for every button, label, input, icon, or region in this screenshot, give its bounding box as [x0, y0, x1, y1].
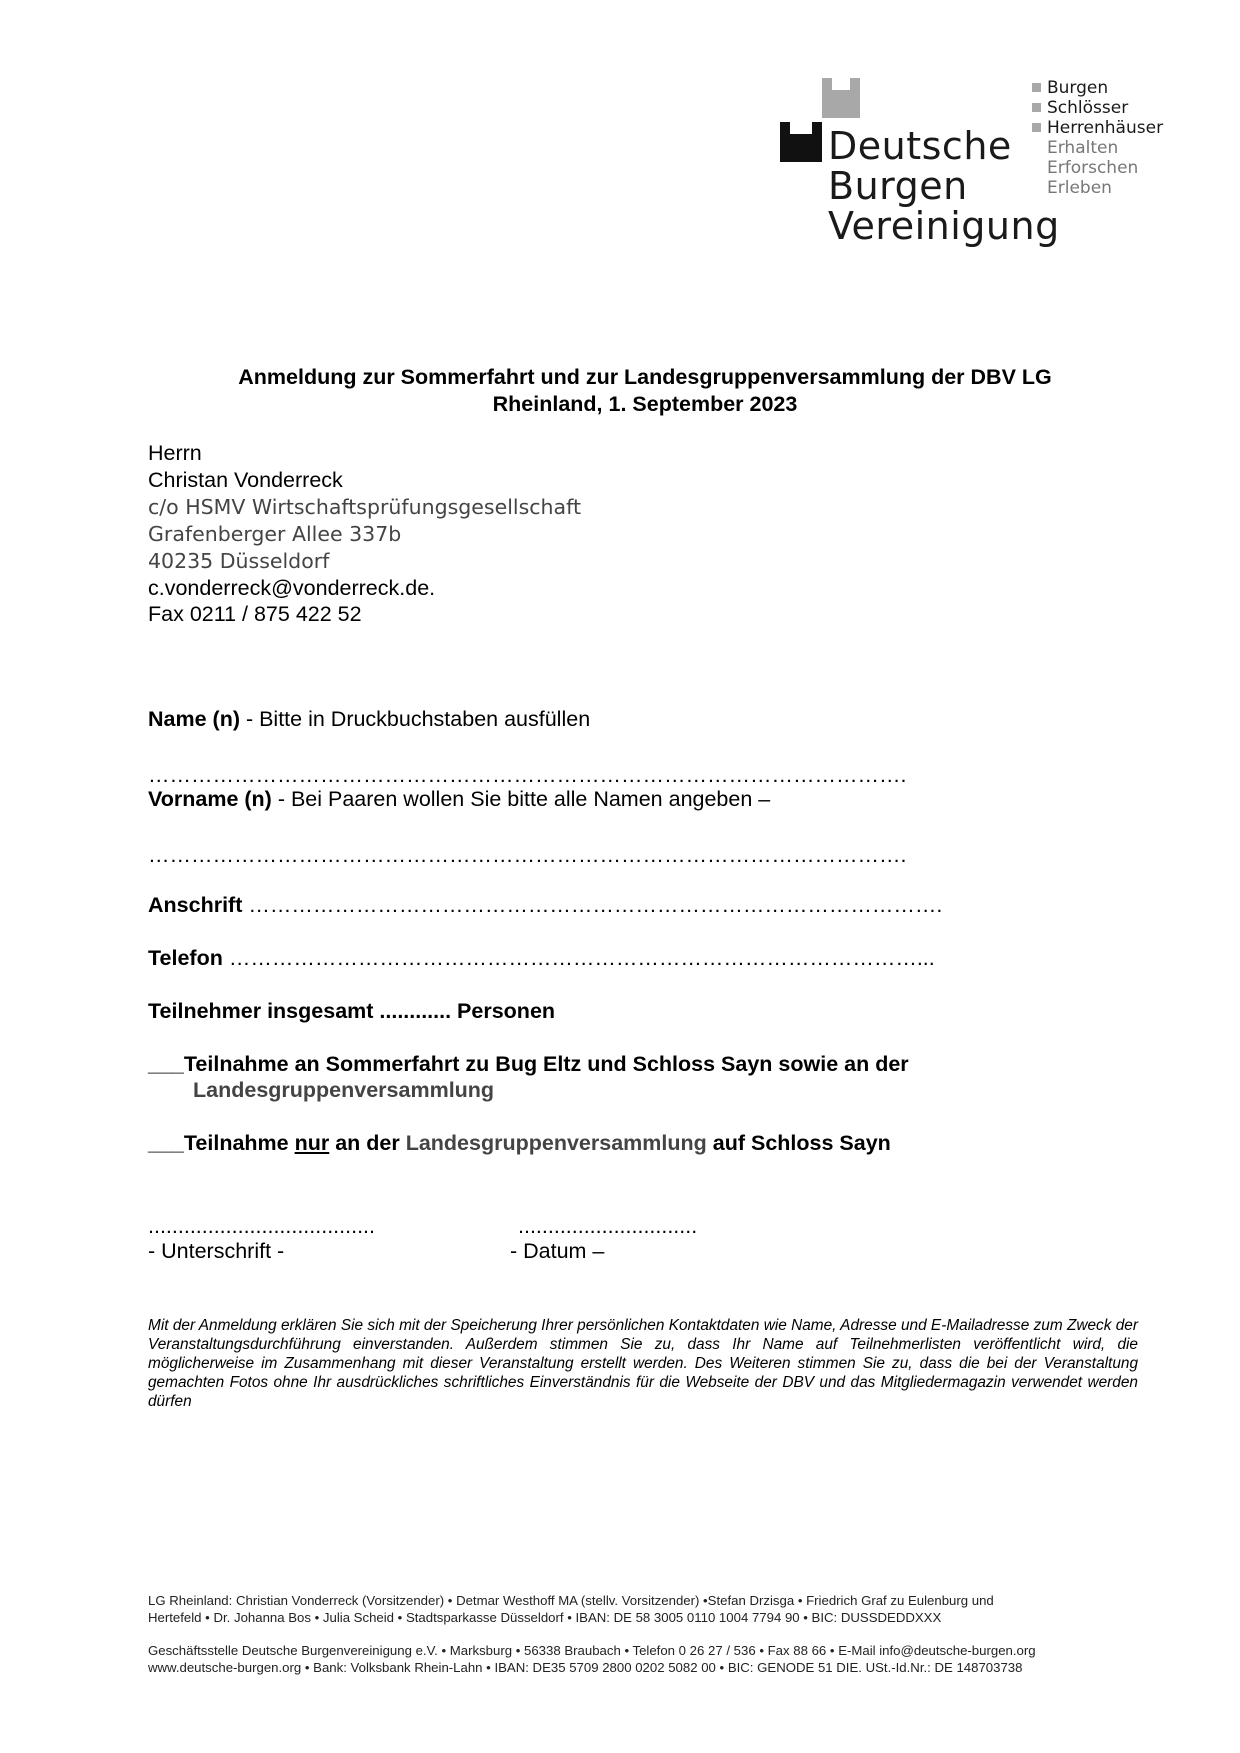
anschrift-row [148, 892, 942, 918]
address-fax: Fax 0211 / 875 422 52 [148, 602, 362, 626]
date-field[interactable]: .............................. [518, 1214, 698, 1238]
privacy-notice: Mit der Anmeldung erklären Sie sich mit der Speicherung Ihrer persönlichen Kontaktdaten wie Name, Adresse und E-Mailadresse zum Zweck der Veranstaltungsdurchführung einverstanden. Außerdem stimmen Sie zu, dass Ihr Name auf Teilnehmerlisten veröffentlicht wird, die möglicherweise im Zusammenhang mit dieser Veranstaltung erstellt werden. Des Weiteren stimmen Sie zu, dass die bei der Veranstaltung gemachten Fotos ohne Ihr ausdrückliches schriftliches Einverständnis für die Webseite der DBV und das Mitgliedermagazin verwendet werden dürfen [148, 1317, 1138, 1410]
logo-tag-schloesser: Schlösser [1032, 98, 1128, 118]
logo-word-vereinigung: Vereinigung [828, 204, 1060, 248]
option-sommerfahrt-checkbox[interactable]: ___ [148, 1052, 184, 1076]
logo-tag-burgen: Burgen [1032, 78, 1108, 98]
teilnehmer-count-field[interactable]: Teilnehmer insgesamt ............ Personen [148, 999, 556, 1023]
telefon-row [148, 945, 935, 971]
option-sommerfahrt-cont: Landesgruppenversammlung [193, 1078, 495, 1102]
title-line-1: Anmeldung zur Sommerfahrt und zur Landesgruppenversammlung der DBV LG [238, 365, 1052, 389]
date-label: - Datum – [510, 1239, 605, 1263]
telefon-field[interactable]: ……………………………………………………………………………………... [222, 946, 935, 970]
signature-label: - Unterschrift - [148, 1239, 285, 1263]
logo-subtag-erhalten: Erhalten [1047, 138, 1119, 158]
address-name: Christan Vonderreck [148, 468, 343, 492]
logo-subtag-erforschen: Erforschen [1047, 158, 1139, 178]
footer-lg-line-1: LG Rheinland: Christian Vonderreck (Vorsitzender) • Detmar Westhoff MA (stellv. Vorsitzender) •Stefan Drzisga • Friedrich Graf zu Eulenburg und [148, 1593, 994, 1608]
logo-subtag-erleben: Erleben [1047, 178, 1112, 198]
anschrift-field[interactable]: ……………………………………………………………………………………. [242, 893, 943, 917]
telefon-label: Telefon [148, 946, 223, 970]
address-street: Grafenberger Allee 337b [148, 522, 402, 546]
vorname-field[interactable]: ……………………………………………………………………………………………. [148, 843, 907, 867]
footer-office-line-1: Geschäftsstelle Deutsche Burgenvereinigung e.V. • Marksburg • 56338 Braubach • Telefon 0 26 27 / 536 • Fax 88 66 • E-Mail info@deutsche-burgen.org [148, 1643, 1036, 1658]
signature-field[interactable]: ...................................... [148, 1214, 375, 1238]
vorname-field-label: Vorname (n) - Bei Paaren wollen Sie bitte alle Namen angeben – [148, 787, 771, 811]
address-email: c.vonderreck@vonderreck.de. [148, 576, 436, 600]
anschrift-label: Anschrift [148, 893, 243, 917]
name-field[interactable]: ……………………………………………………………………………………………. [148, 763, 907, 787]
logo-word-deutsche: Deutsche [828, 124, 1012, 168]
option-nur-versammlung[interactable]: ___Teilnahme nur an der Landesgruppenversammlung auf Schloss Sayn [148, 1131, 891, 1155]
footer-office-line-2: www.deutsche-burgen.org • Bank: Volksbank Rhein-Lahn • IBAN: DE35 5709 2800 0202 5082 00 • BIC: GENODE 51 DIE. USt.-Id.Nr.: DE 148703738 [148, 1660, 1023, 1675]
logo-tag-herrenhaeuser: Herrenhäuser [1032, 118, 1163, 138]
logo-word-burgen: Burgen [828, 164, 968, 208]
page-title [150, 364, 1140, 418]
address-city: 40235 Düsseldorf [148, 549, 330, 573]
name-field-label: Name (n) - Bitte in Druckbuchstaben ausfüllen [148, 707, 591, 731]
option-sommerfahrt[interactable]: ___Teilnahme an Sommerfahrt zu Bug Eltz und Schloss Sayn sowie an der [148, 1052, 909, 1076]
address-salutation: Herrn [148, 441, 202, 465]
footer-lg-line-2: Hertefeld • Dr. Johanna Bos • Julia Scheid • Stadtsparkasse Düsseldorf • IBAN: DE 58 3005 0110 1004 7794 90 • BIC: DUSSDEDDXXX [148, 1610, 942, 1625]
dbv-logo [780, 78, 1164, 258]
title-line-2: Rheinland, 1. September 2023 [492, 392, 798, 416]
address-company: c/o HSMV Wirtschaftsprüfungsgesellschaft [148, 495, 581, 519]
option-nur-versammlung-checkbox[interactable]: ___ [148, 1131, 184, 1155]
